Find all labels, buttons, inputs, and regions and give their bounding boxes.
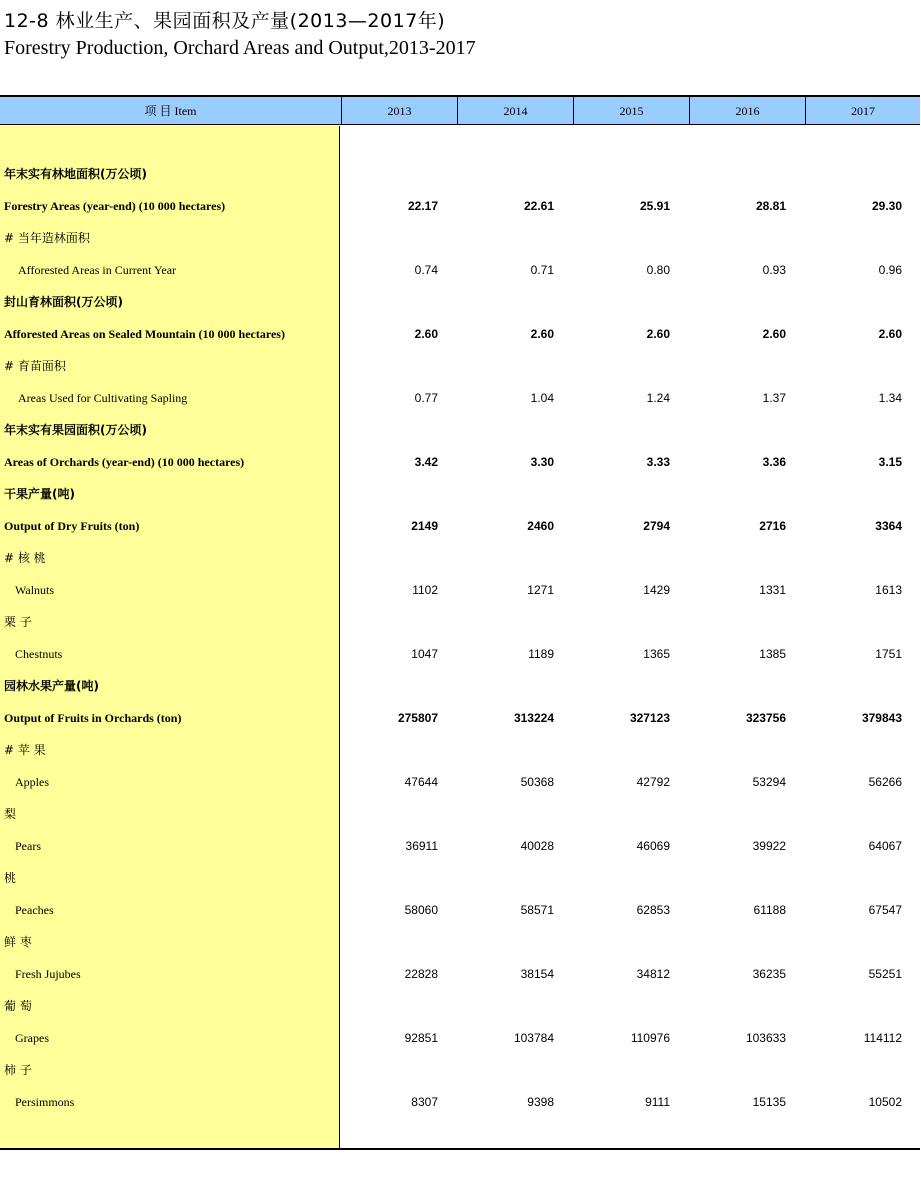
row-value-2013: 2149 <box>411 519 438 533</box>
table-row <box>0 318 920 350</box>
table-row <box>0 574 920 606</box>
row-label: 葡 萄 <box>4 999 32 1013</box>
row-value-2016: 103633 <box>745 1031 786 1045</box>
table-row <box>0 702 920 734</box>
row-label: # 育苗面积 <box>4 359 66 373</box>
table-row <box>0 510 920 542</box>
row-value-2016: 1385 <box>759 647 786 661</box>
row-value-2015: 2.60 <box>646 327 670 341</box>
row-label: 柿 子 <box>4 1063 32 1077</box>
table-row <box>0 606 920 638</box>
table-row <box>0 286 920 318</box>
row-value-2017: 1.34 <box>878 391 902 405</box>
table-row <box>0 1054 920 1086</box>
row-value-2013: 22828 <box>404 967 438 981</box>
row-value-2016: 15135 <box>752 1095 786 1109</box>
header-year-2016: 2016 <box>689 97 805 125</box>
row-label: Persimmons <box>15 1095 75 1109</box>
row-value-2017: 55251 <box>868 967 902 981</box>
row-value-2017: 64067 <box>868 839 902 853</box>
row-value-2014: 9398 <box>527 1095 554 1109</box>
table-row <box>0 158 920 190</box>
table-row <box>0 414 920 446</box>
row-label: 梨 <box>4 807 17 821</box>
row-value-2016: 2716 <box>759 519 786 533</box>
table-row <box>0 382 920 414</box>
row-value-2013: 2.60 <box>414 327 438 341</box>
row-value-2014: 22.61 <box>523 199 554 213</box>
row-value-2013: 47644 <box>404 775 438 789</box>
row-value-2017: 0.96 <box>878 263 902 277</box>
row-value-2016: 3.36 <box>762 455 786 469</box>
row-value-2017: 379843 <box>861 711 902 725</box>
row-value-2013: 36911 <box>405 839 438 853</box>
row-value-2015: 2794 <box>643 519 670 533</box>
row-value-2016: 39922 <box>752 839 786 853</box>
table-row <box>0 734 920 766</box>
row-label: # 核 桃 <box>4 551 46 565</box>
row-value-2017: 1751 <box>875 647 902 661</box>
row-value-2017: 56266 <box>868 775 902 789</box>
row-label: Walnuts <box>15 583 55 597</box>
row-label: Output of Fruits in Orchards (ton) <box>4 711 182 725</box>
row-value-2015: 46069 <box>636 839 670 853</box>
row-label: Grapes <box>15 1031 49 1045</box>
row-value-2015: 1365 <box>643 647 670 661</box>
row-value-2016: 28.81 <box>755 199 786 213</box>
row-value-2014: 50368 <box>520 775 554 789</box>
row-label: 封山育林面积(万公顷) <box>4 295 123 309</box>
table-row <box>0 1022 920 1054</box>
row-value-2014: 1271 <box>527 583 554 597</box>
table-row <box>0 446 920 478</box>
table-row <box>0 254 920 286</box>
row-value-2016: 1331 <box>759 583 786 597</box>
row-value-2014: 40028 <box>520 839 554 853</box>
row-value-2015: 62853 <box>636 903 670 917</box>
row-label: # 苹 果 <box>4 743 46 757</box>
row-value-2013: 1102 <box>412 583 438 597</box>
row-value-2015: 25.91 <box>639 199 670 213</box>
table-row <box>0 190 920 222</box>
row-label: 年末实有林地面积(万公顷) <box>4 167 147 181</box>
header-year-2017: 2017 <box>805 97 920 125</box>
header-year-2014: 2014 <box>457 97 573 125</box>
row-value-2013: 3.42 <box>414 455 438 469</box>
row-value-2017: 67547 <box>868 903 902 917</box>
row-value-2015: 110976 <box>630 1031 670 1045</box>
table-row <box>0 542 920 574</box>
row-label: Pears <box>15 839 41 853</box>
row-label: 干果产量(吨) <box>4 487 75 501</box>
row-value-2015: 9111 <box>645 1095 670 1109</box>
row-label: Forestry Areas (year-end) (10 000 hectares) <box>4 199 226 213</box>
table-row <box>0 990 920 1022</box>
table-row <box>0 478 920 510</box>
row-value-2016: 61188 <box>753 903 786 917</box>
row-value-2014: 2460 <box>527 519 554 533</box>
table-row <box>0 894 920 926</box>
row-value-2015: 42792 <box>636 775 670 789</box>
page-title-chinese: 12-8 林业生产、果园面积及产量(2013—2017年) <box>4 10 446 32</box>
row-value-2014: 2.60 <box>530 327 554 341</box>
row-value-2017: 2.60 <box>878 327 902 341</box>
row-value-2016: 1.37 <box>762 391 786 405</box>
row-value-2015: 3.33 <box>646 455 670 469</box>
row-value-2013: 1047 <box>411 647 438 661</box>
row-label: 鲜 枣 <box>4 935 32 949</box>
table-row <box>0 830 920 862</box>
table-row <box>0 798 920 830</box>
row-label: Areas Used for Cultivating Sapling <box>18 391 188 405</box>
table-row <box>0 926 920 958</box>
row-value-2013: 22.17 <box>407 199 438 213</box>
table-row <box>0 638 920 670</box>
row-value-2015: 1.24 <box>646 391 670 405</box>
table-header <box>0 95 920 125</box>
header-item: 项 目 Item <box>144 104 197 118</box>
header-year-2015: 2015 <box>573 97 689 125</box>
row-value-2016: 0.93 <box>762 263 786 277</box>
row-value-2014: 58571 <box>520 903 554 917</box>
table-row <box>0 350 920 382</box>
table-row <box>0 862 920 894</box>
row-label: Output of Dry Fruits (ton) <box>4 519 140 533</box>
row-value-2016: 36235 <box>752 967 786 981</box>
row-label: Fresh Jujubes <box>15 967 81 981</box>
row-value-2017: 3364 <box>875 519 902 533</box>
row-value-2013: 8307 <box>411 1095 438 1109</box>
table-row <box>0 1086 920 1118</box>
table-row <box>0 958 920 990</box>
row-value-2015: 327123 <box>629 711 670 725</box>
row-value-2014: 313224 <box>513 711 554 725</box>
row-value-2013: 275807 <box>397 711 438 725</box>
row-label: Areas of Orchards (year-end) (10 000 hectares) <box>4 455 245 469</box>
row-label: Apples <box>15 775 49 789</box>
row-label: 园林水果产量(吨) <box>4 679 99 693</box>
row-value-2014: 1.04 <box>530 391 554 405</box>
row-label: 桃 <box>4 871 17 885</box>
row-value-2016: 53294 <box>752 775 786 789</box>
table-row <box>0 670 920 702</box>
row-value-2013: 58060 <box>404 903 438 917</box>
row-value-2016: 2.60 <box>762 327 786 341</box>
row-value-2017: 29.30 <box>871 199 902 213</box>
row-value-2015: 34812 <box>636 967 670 981</box>
row-value-2014: 0.71 <box>530 263 554 277</box>
row-label: 年末实有果园面积(万公顷) <box>4 423 147 437</box>
row-value-2014: 3.30 <box>530 455 554 469</box>
row-label: # 当年造林面积 <box>4 231 90 245</box>
row-value-2017: 3.15 <box>878 455 902 469</box>
row-label: 栗 子 <box>4 615 32 629</box>
table-row <box>0 222 920 254</box>
row-label: Chestnuts <box>15 647 63 661</box>
row-value-2014: 103784 <box>513 1031 554 1045</box>
row-value-2013: 0.74 <box>414 263 438 277</box>
row-label: Afforested Areas in Current Year <box>18 263 177 277</box>
row-value-2017: 1613 <box>875 583 902 597</box>
row-label: Afforested Areas on Sealed Mountain (10 000 hectares) <box>4 327 285 341</box>
row-value-2014: 1189 <box>528 647 554 661</box>
row-value-2015: 1429 <box>643 583 670 597</box>
header-year-2013: 2013 <box>341 97 457 125</box>
row-value-2014: 38154 <box>520 967 554 981</box>
row-value-2015: 0.80 <box>646 263 670 277</box>
page-title-english: Forestry Production, Orchard Areas and Output,2013-2017 <box>4 37 476 59</box>
row-value-2013: 92851 <box>404 1031 438 1045</box>
row-label: Peaches <box>15 903 54 917</box>
row-value-2013: 0.77 <box>414 391 438 405</box>
row-value-2017: 10502 <box>868 1095 902 1109</box>
row-value-2017: 114112 <box>863 1031 902 1045</box>
table-row <box>0 766 920 798</box>
table-bottom-rule <box>0 1148 920 1150</box>
row-value-2016: 323756 <box>745 711 786 725</box>
